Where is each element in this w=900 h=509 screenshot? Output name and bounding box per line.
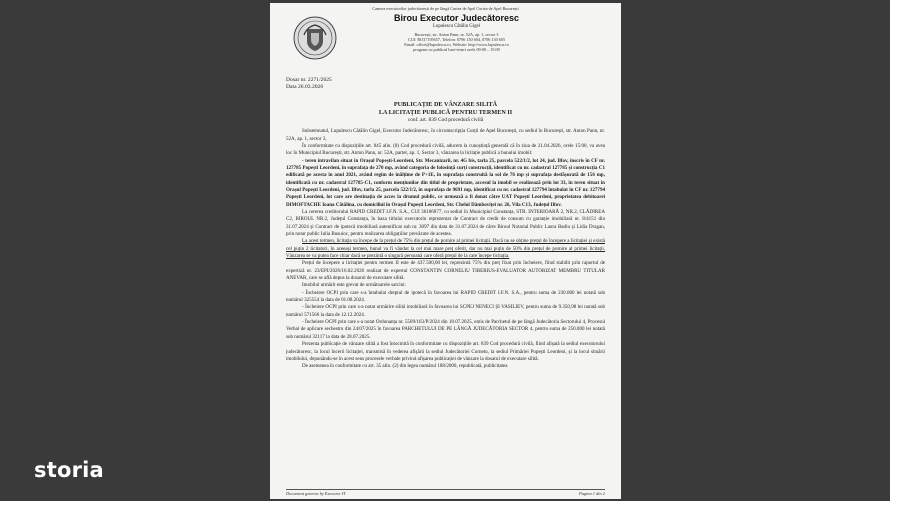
officer-name: Lupulescu Cătălin Gigel (433, 24, 480, 29)
contact-line: CUI: RO37195657, Telefon: 0796 130 604, 0796 130 605 (407, 37, 506, 42)
document-date: Data 26.03.2026 (286, 84, 324, 90)
paragraph: Imobilul urmărit este grevat de următoarele sarcini: (302, 282, 406, 289)
lien-item: - Încheiere OCPI prin care s-a notat urmărire silită imobiliară în favoarea lui SCPEJ NENECI ȘI VASILIEV, pentru suma de 9.350,98 lei notată sub numărul 571566 la data de 12.12.2024. (286, 304, 605, 318)
coat-of-arms-icon (292, 15, 338, 61)
paragraph: De asemenea în conformitate cu art. 35 alin. (2) din legea numărul 188/2000, republicată, publicitatea (302, 363, 508, 370)
contact-block (338, 32, 575, 52)
page-number: Pagina 1 din 2 (579, 491, 605, 496)
title-line: LA LICITAȚIE PUBLICĂ PENTRU TERMEN II (378, 108, 513, 116)
paragraph: Prezenta publicație de vânzare silită a fost întocmită în conformitate cu dispozițiile art. 839 Cod procedură civilă, fiind afișată la sediul executorului judecătoresc, la locul încerii licitației, transmisă în vederea afișării la sediul Judecătoriei Cornetu, la sediul Primăriei Popești Leordeni, și la locul situării imobilului, depunându-se în acest sens procesele verbale privind afișarea publicației de vânzare la dosarul de executare silită. (286, 341, 605, 362)
footer-generator: Document generat by Executor IT (286, 491, 346, 496)
title-line: PUBLICAȚIE DE VÂNZARE SILITĂ (393, 101, 498, 108)
lien-item: - Încheiere OCPI prin care s-a întabulat dreptul de ipotecă în favoarea lui RAPID CREDIT I.F.N. S.A., pentru suma de 230.000 lei notată sub numărul 325554 la data de 01.08.2024. (286, 289, 605, 304)
document-title (286, 101, 605, 116)
contact-line: București, str. Anton Pann, nr. 52A, ap. 1, sector 3 (414, 32, 499, 37)
property-description: - teren intravilan situat în Orașul Popești-Leordeni, Str. Mecanizarii, nr. 4G bis, tarla 25, parcela 522/1/2, lot 24, jud. Ilfov, înscris în CF nr. 127785 Popești Leordeni, în suprafața de 270 mp, având categoria de folosință curți construcții, identificat cu nr. cadastral 127785 și construcția C1 edificată pe acesta în anul 2021, având regim de înălțime de P+1E, în suprafața construită la sol de 76 mp și suprafața desfășurată de 156 mp, identificată cu nr. cadastral 127785-C1, conform mențiunilor din titlul de proprietate, accesul la imobil se realizează prin lot 33, în teren situat în Orașul Popești Leordeni, jud. Ilfov, tarla 25, parcela 522/1/2, în suprafața de 9691 mp, identificat cu nr. cadastral 127794 întabulat în CF nr. 127794 Popești Leordeni, lot care are destinația de acces la drumul public, ce urmează a fi donat către UAT Popești Leordeni, proprietatea debitoarei DIMOFTACHE Ioana Cătălina, cu domiciliul în Orașul Popești Leordeni, Str. Chelul Dâmboviței nr. 26, Vila C13, Județul Ilfov. (286, 157, 605, 208)
lien-item: - Încheiere OCPI prin care s-a notat Ordonanța nr. 5509/163/P/2024 din 18.07.2025, emis de Parchetul de pe lângă Judecătoria Sectorului 4, Procesul Verbal de aplicare sechestru din 24/07/2025 în favoarea PARCHETULUI DE PE LÂNGĂ JUDECĂTORIA SECTOR 4, pentru suma de 250.000 lei notată sub numărul 32117 la data de 28.07.2025. (286, 319, 605, 340)
page-footer (286, 489, 605, 496)
document-subtitle: conf. art. 839 Cod procedură civilă (407, 117, 484, 124)
letterhead (286, 13, 605, 71)
document-page (270, 3, 621, 499)
paragraph: Prețul de începere a licitației pentru termen II este de 437.500,00 lei, reprezintă 75% din preț fixat prin încheiere, fiind stabilit prin raportul de expertiză nr. 23/EPI/2026/16.02.2026 realizat de expertul CONSTANTIN CORNELIU TIBERIUS-EVALUATOR AUTORIZAT MEMBRU TITULAR ANEVAR, care se află depus la dosarul de executare silită. (286, 260, 605, 282)
chamber-line: Camera executorilor judecătorești de pe lângă Curtea de Apel Curtea de Apel București (372, 6, 519, 11)
paragraph: În conformitate cu dispozițiile art. 845 alin. (8) Cod procedură civilă, aducem la cunoștință generală că în ziua de 21.04.2026, orele 15:00, va avea loc în Municipiul București, str. Anton Pann, nr. 52A, parter, ap. 1, Sector 3, vânzarea la licitație publică a bunului imobil: (286, 142, 605, 157)
storia-logo: storia (34, 458, 104, 482)
paragraph: La cererea creditorului RAPID CREDIT I.F.N. S.A., CUI 36186877, cu sediul în Municipiul Constanța, STR. INTERIOARĂ 2, NR.2, CLĂDIREA C2, BIROUL NR.2, Județul Constanța, în baza titlului executoriu reprezentat de Contract de credit de consum cu garanție imobiliară nr. 8/4151 din 31.07.2024 și Contract de ipotecă imobiliară autentificat sub nr. 3097 din data de 31.07.2024 de către Biroul Notarial Public Laura Badiu și Lidia Dragan, prin notar public Iulia Busuioc, pentru realizarea obligațiilor prevăzute de acestea. (286, 208, 605, 237)
auction-terms: La acest termen, licitația va începe de la prețul de 75% din prețul de pornire al primei licitații. Dacă nu se obține prețul de începere a licitației și există cel puțin 2 licitatori, în aceeași termen, bunul va fi vândut la cel mai mare preț oferit, dar nu mai puțin de 50% din prețul de pornire al primei licitații. Vânzarea se va putea face chiar dacă se prezintă o singură persoană care oferă prețul de la care începe licitația. (286, 238, 605, 260)
contact-line: Email: office@lupulescu.ro, Website: http://www.lupulescu.ro (404, 42, 509, 47)
dossier-number: Dosar nr. 2271/2025 (286, 77, 332, 83)
contact-line: program cu publicul luni-vineri orele 09:00 – 15:00 (413, 47, 500, 52)
document-body (286, 128, 605, 370)
office-name: Birou Executor Judecătoresc (393, 13, 520, 23)
dossier-info (286, 77, 605, 91)
paragraph: Subsemnatul, Lupulescu Cătălin Gigel, Executor Judecătoresc, în circumscripția Curții de Apel București, cu sediul în București, str. Anton Pann, nr. 52A, ap. 1, sector 3, (286, 128, 605, 142)
